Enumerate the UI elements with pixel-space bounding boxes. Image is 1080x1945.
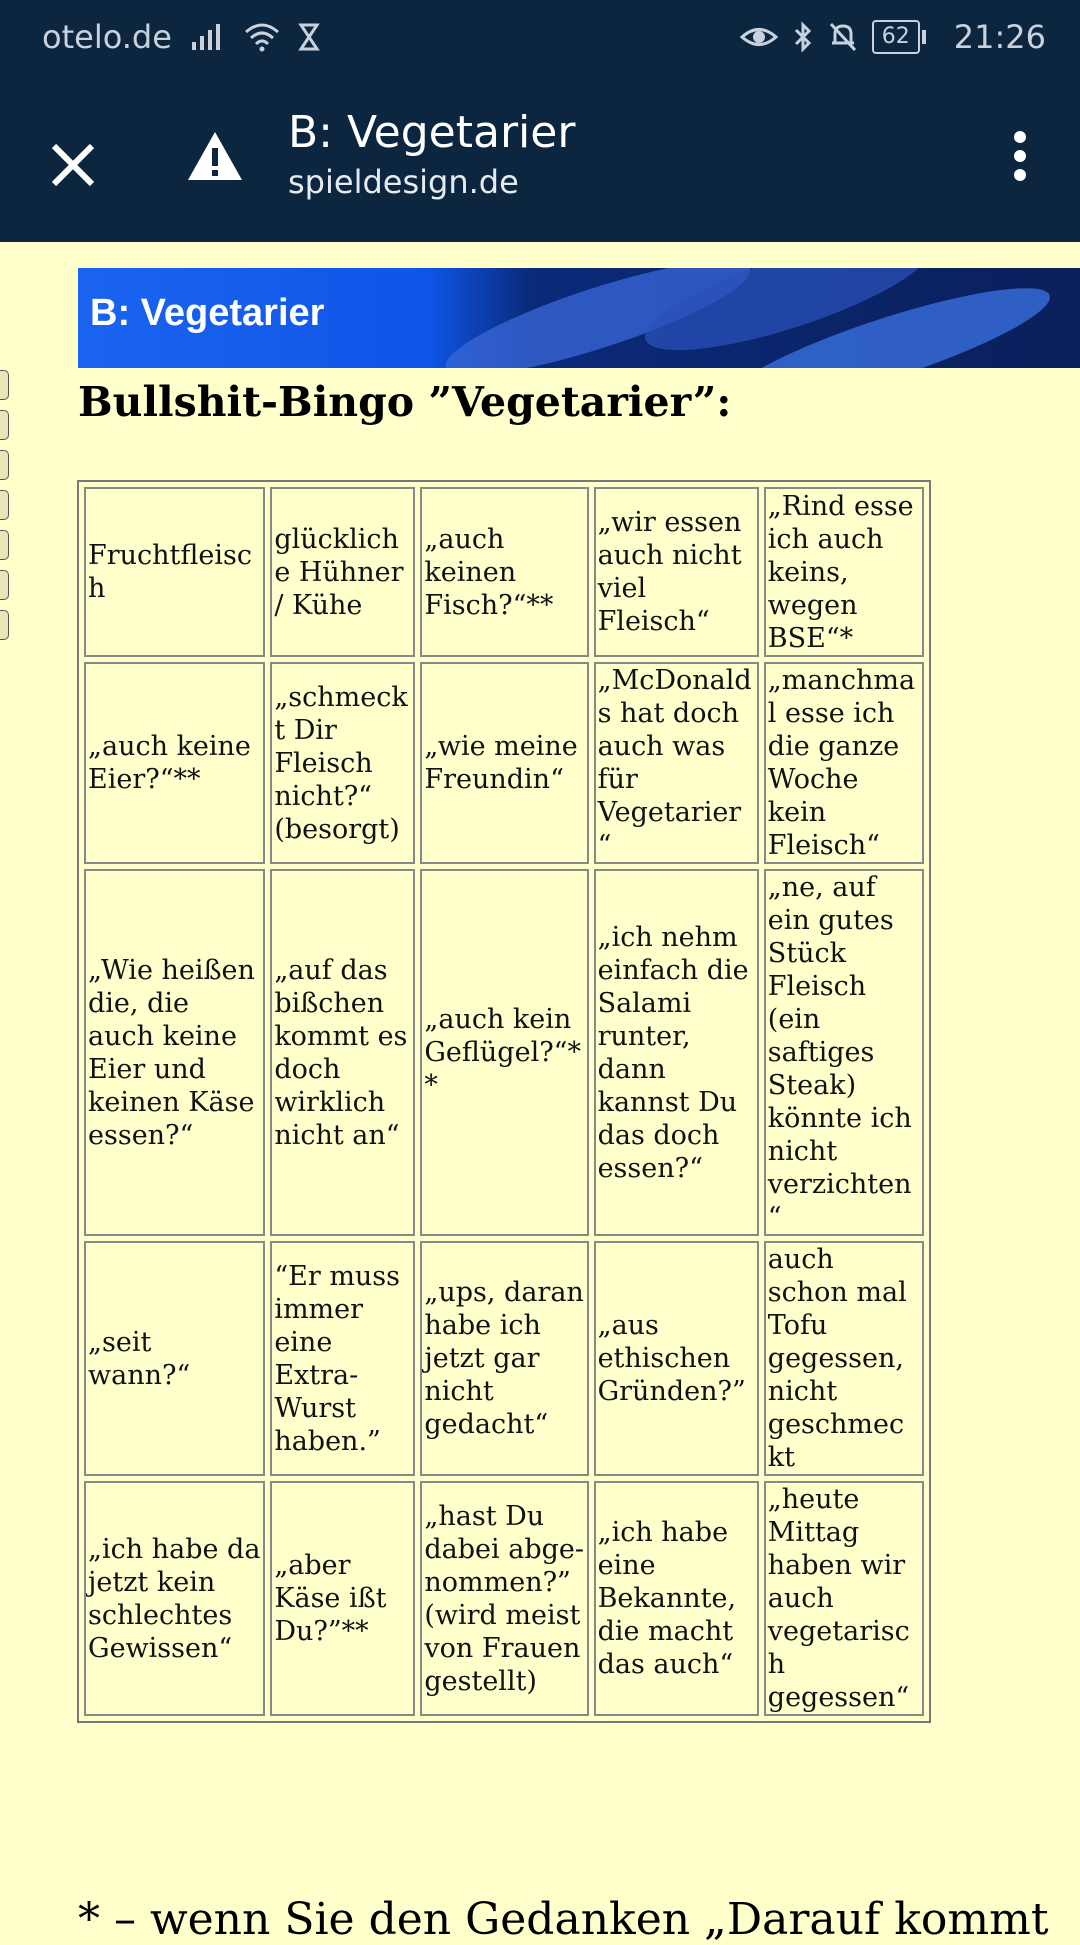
bingo-cell: „Rind esse ich auch keins, wegen BSE“* — [764, 487, 924, 657]
bingo-cell: „hast Du dabei abge-nommen?” (wird meist von Frauen gestellt) — [420, 1481, 588, 1716]
rail-segment — [0, 450, 9, 480]
bluetooth-icon — [792, 21, 814, 53]
rail-segment — [0, 490, 9, 520]
bingo-cell: „ich habe da jetzt kein schlechtes Gewissen“ — [84, 1481, 265, 1716]
bingo-cell: „ich nehm einfach die Salami runter, dann kannst Du das doch essen?“ — [594, 869, 759, 1236]
bingo-cell: „auch keine Eier?“** — [84, 662, 265, 864]
security-warning-icon[interactable] — [184, 126, 246, 188]
bingo-cell: „aber Käse ißt Du?”** — [270, 1481, 415, 1716]
battery-indicator: 62 — [872, 20, 920, 54]
footnote: * – wenn Sie den Gedanken „Darauf kommt — [78, 1894, 1049, 1945]
rail-segment — [0, 610, 9, 640]
more-vert-icon — [990, 126, 1050, 186]
table-row — [84, 487, 924, 657]
close-icon — [40, 132, 106, 198]
table-row — [84, 869, 924, 1236]
status-bar — [0, 0, 1080, 76]
mute-bell-icon — [828, 21, 858, 53]
overflow-menu-button[interactable] — [990, 126, 1050, 186]
table-row — [84, 662, 924, 864]
bingo-cell: „wir essen auch nicht viel Fleisch“ — [594, 487, 759, 657]
bingo-cell: „wie meine Freundin“ — [420, 662, 588, 864]
bingo-cell: „aus ethischen Gründen?” — [594, 1241, 759, 1476]
wifi-icon — [244, 22, 280, 52]
bingo-cell: auch schon mal Tofu gegessen, nicht geschmeckt — [764, 1241, 924, 1476]
bingo-cell: „Wie heißen die, die auch keine Eier und keinen Käse essen?“ — [84, 869, 265, 1236]
clock: 21:26 — [953, 18, 1046, 56]
banner-title: B: Vegetarier — [90, 292, 325, 334]
bingo-cell: „McDonalds hat doch auch was für Vegetarier“ — [594, 662, 759, 864]
bingo-cell: „auch keinen Fisch?“** — [420, 487, 588, 657]
bingo-cell: „seit wann?“ — [84, 1241, 265, 1476]
bingo-cell: „heute Mittag haben wir auch vegetarisch gegessen“ — [764, 1481, 924, 1716]
bingo-cell: „schmeckt Dir Fleisch nicht?“ (besorgt) — [270, 662, 415, 864]
bingo-cell: „manchmal esse ich die ganze Woche kein Fleisch“ — [764, 662, 924, 864]
table-row — [84, 1241, 924, 1476]
rail-segment — [0, 530, 9, 560]
carrier-name: otelo.de — [42, 18, 172, 56]
bingo-cell: „auch kein Geflügel?“** — [420, 869, 588, 1236]
table-row — [84, 1481, 924, 1716]
page-banner — [78, 268, 1080, 368]
signal-icon — [190, 22, 226, 52]
hourglass-icon — [298, 22, 320, 52]
bingo-cell: „ne, auf ein gutes Stück Fleisch (ein saftiges Steak) könnte ich nicht verzichten“ — [764, 869, 924, 1236]
bingo-heading: Bullshit-Bingo ”Vegetarier”: — [78, 378, 732, 426]
bingo-cell: “Er muss immer eine Extra-Wurst haben.” — [270, 1241, 415, 1476]
rail-segment — [0, 410, 9, 440]
title-block — [288, 106, 575, 204]
rail-segment — [0, 370, 9, 400]
bingo-cell: „ich habe eine Bekannte, die macht das auch“ — [594, 1481, 759, 1716]
close-button[interactable] — [40, 132, 106, 198]
bingo-table — [77, 480, 931, 1723]
rail-segment — [0, 570, 9, 600]
eye-comfort-icon — [740, 22, 778, 52]
page-domain: spieldesign.de — [288, 163, 519, 201]
bingo-cell: „ups, daran habe ich jetzt gar nicht gedacht“ — [420, 1241, 588, 1476]
side-rail — [0, 370, 10, 650]
page-title: B: Vegetarier — [288, 107, 576, 158]
bingo-cell: „auf das bißchen kommt es doch wirklich nicht an“ — [270, 869, 415, 1236]
bingo-cell: Fruchtfleisch — [84, 487, 265, 657]
bingo-cell: glückliche Hühner / Kühe — [270, 487, 415, 657]
app-bar — [0, 76, 1080, 242]
